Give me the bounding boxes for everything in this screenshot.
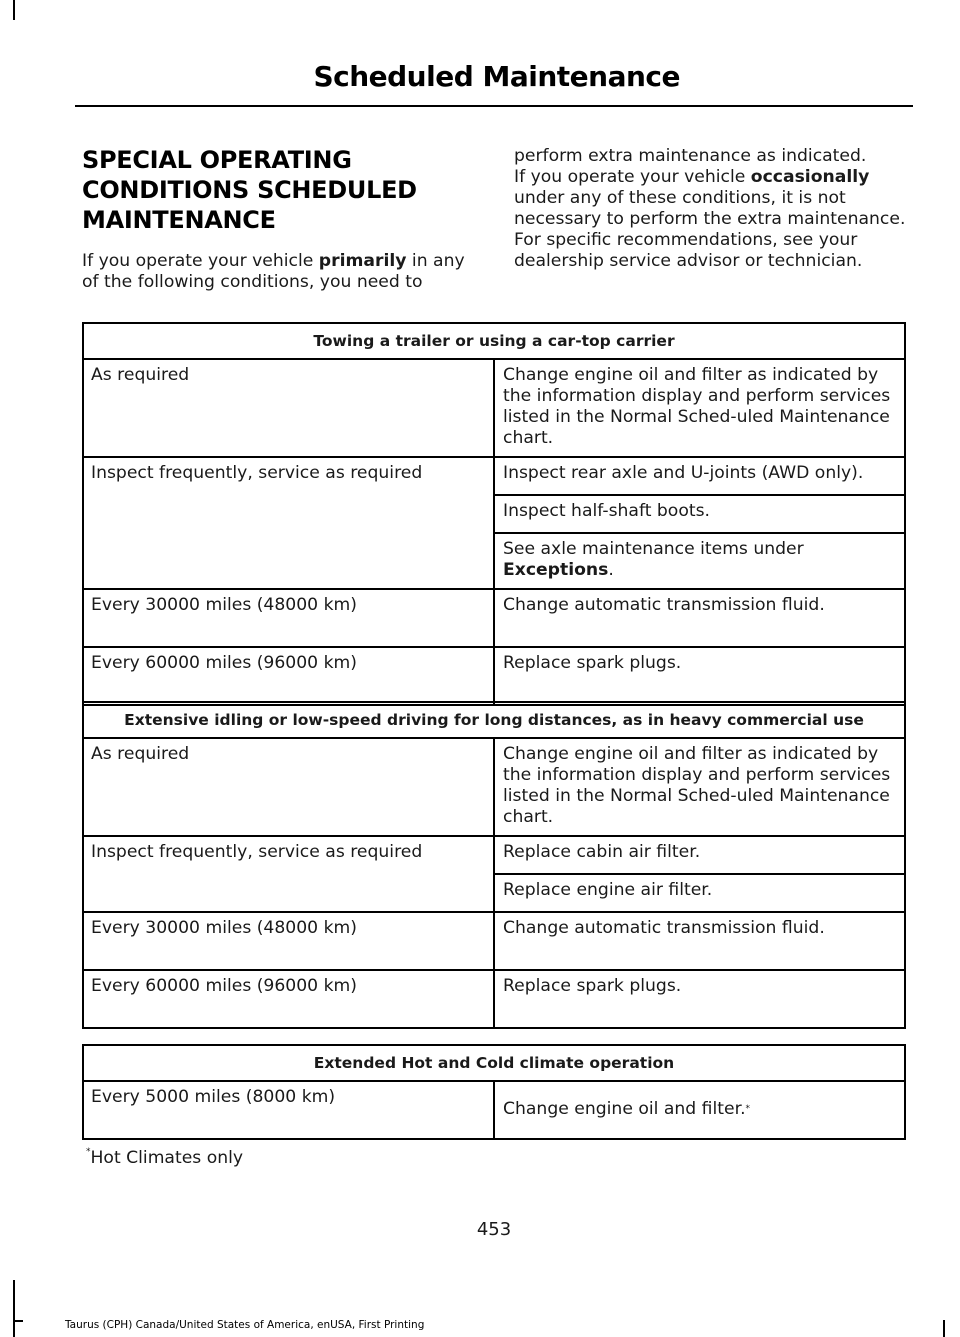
page-number: 453 (476, 1219, 512, 1240)
action-cell: Inspect rear axle and U-joints (AWD only). (494, 457, 905, 495)
interval-cell: As required (83, 738, 494, 836)
intro-paragraph-1-text: in any of the following conditions, you need to (82, 251, 465, 292)
table-row (83, 912, 905, 970)
maintenance-table-climate (82, 1044, 906, 1140)
action-cell: Change engine oil and filter.* (494, 1081, 905, 1139)
action-cell: Change automatic transmission fluid. (494, 589, 905, 647)
action-cell: Replace engine air filter. (494, 874, 905, 912)
crop-mark-top-left (13, 0, 15, 20)
intro-left-column (82, 145, 480, 293)
crop-mark-bottom-left-h (13, 1320, 23, 1322)
action-cell: Replace cabin air filter. (494, 836, 905, 874)
table-row (83, 457, 905, 495)
footnote (86, 1148, 243, 1168)
intro-right-column (514, 146, 906, 272)
action-cell: See axle maintenance items under Exceptions. (494, 533, 905, 589)
interval-cell: Inspect frequently, service as required (83, 457, 494, 589)
emphasis-primarily: primarily (318, 251, 407, 271)
footer-text: Taurus (CPH) Canada/United States of America, enUSA, First Printing (65, 1319, 425, 1331)
footnote-text: Hot Climates only (90, 1148, 244, 1168)
action-cell: Replace spark plugs. (494, 970, 905, 1028)
heading-line-2: CONDITIONS SCHEDULED (82, 176, 417, 204)
action-cell: Change engine oil and filter as indicated by the information display and perform services listed in the Normal Sched-uled Maintenance chart. (494, 738, 905, 836)
interval-cell: Every 5000 miles (8000 km) (83, 1081, 494, 1139)
table-row (83, 589, 905, 647)
interval-cell: Every 60000 miles (96000 km) (83, 970, 494, 1028)
interval-cell: Every 30000 miles (48000 km) (83, 912, 494, 970)
interval-cell: Every 60000 miles (96000 km) (83, 647, 494, 705)
maintenance-table-idling (82, 701, 906, 1029)
intro-paragraph-2: If you operate your vehicle occasionally under any of these conditions, it is not necessary to perform the extra maintenance. For specific recommendations, see your dealership service advisor or technician. (514, 167, 906, 271)
table-title: Extended Hot and Cold climate operation (83, 1045, 905, 1081)
interval-cell: As required (83, 359, 494, 457)
footnote-mark: * (86, 1147, 91, 1157)
crop-mark-bottom-left (13, 1280, 15, 1337)
exceptions-reference: Exceptions (503, 560, 609, 580)
action-cell: Change engine oil and filter as indicated by the information display and perform services listed in the Normal Sched-uled Maintenance chart. (494, 359, 905, 457)
table-row (83, 738, 905, 836)
maintenance-table-towing (82, 322, 906, 706)
table-row (83, 647, 905, 705)
table-row (83, 970, 905, 1028)
table-row (83, 1081, 905, 1139)
intro-paragraph-1-start: If you operate your vehicle primarily in any of the following conditions, you need to (82, 251, 465, 292)
emphasis-occasionally: occasionally (750, 167, 870, 187)
footnote-marker: * (745, 1103, 751, 1114)
header-divider (75, 105, 913, 107)
heading-line-3: MAINTENANCE (82, 206, 276, 234)
table-title: Towing a trailer or using a car-top carrier (83, 323, 905, 359)
intro-paragraph-1-end: perform extra maintenance as indicated. (514, 146, 867, 166)
page-header-title: Scheduled Maintenance (313, 60, 680, 93)
action-cell: Replace spark plugs. (494, 647, 905, 705)
table-title: Extensive idling or low-speed driving for long distances, as in heavy commercial use (83, 702, 905, 738)
interval-cell: Every 30000 miles (48000 km) (83, 589, 494, 647)
crop-mark-bottom-right (943, 1320, 945, 1337)
table-row (83, 359, 905, 457)
action-cell: Change automatic transmission fluid. (494, 912, 905, 970)
section-heading (82, 145, 480, 235)
heading-line-1: SPECIAL OPERATING (82, 146, 352, 174)
interval-cell: Inspect frequently, service as required (83, 836, 494, 912)
table-row (83, 836, 905, 874)
action-cell: Inspect half-shaft boots. (494, 495, 905, 533)
